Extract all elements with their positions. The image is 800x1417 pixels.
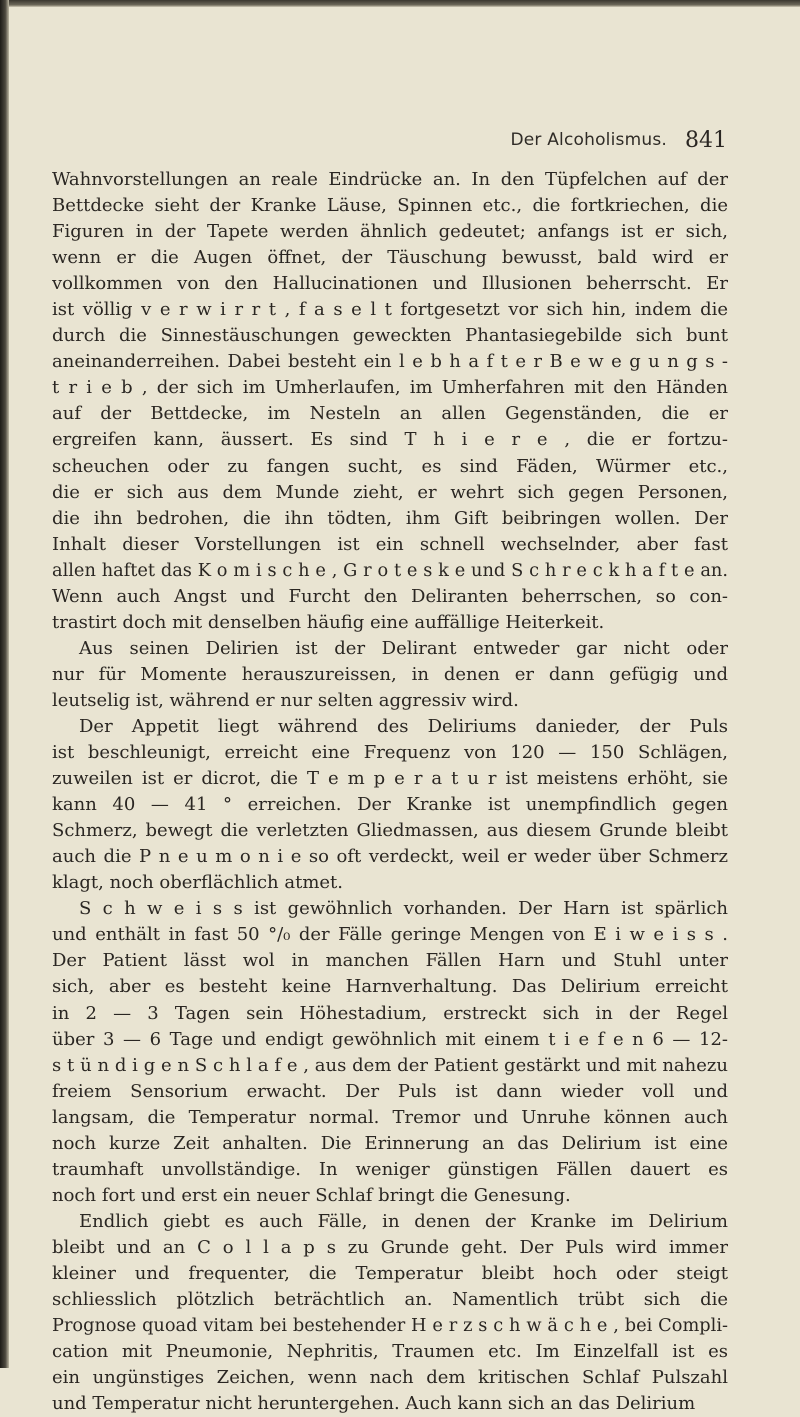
text-line: wenn er die Augen öffnet, der Täuschung bewusst, bald wird er xyxy=(52,247,728,269)
text-line: nur für Momente herauszureissen, in denen er dann gefügig und xyxy=(52,663,728,685)
text-line: die ihn bedrohen, die ihn tödten, ihm Gift beibringen wollen. Der xyxy=(52,507,728,529)
text-line: Inhalt dieser Vorstellungen ist ein schnell wechselnder, aber fast xyxy=(52,533,728,555)
text-line: ergreifen kann, äussert. Es sind T h i e r e , die er fortzu- xyxy=(52,429,728,451)
text-line: Der Patient lässt wol in manchen Fällen Harn und Stuhl unter xyxy=(52,950,728,972)
text-line: und Temperatur nicht heruntergehen. Auch kann sich an das Delirium xyxy=(52,1393,696,1415)
text-line: allen haftet das K o m i s c h e , G r o t e s k e und S c h r e c k h a f t e an. xyxy=(52,560,728,581)
text-line: kann 40 — 41 ° erreichen. Der Kranke ist unempfindlich gegen xyxy=(52,794,728,816)
page-number: 841 xyxy=(685,128,727,153)
text-line: Aus seinen Delirien ist der Delirant entweder gar nicht oder xyxy=(79,637,728,659)
text-line: und enthält in fast 50 °/₀ der Fälle geringe Mengen von E i w e i s s . xyxy=(52,924,728,946)
text-line: klagt, noch oberflächlich atmet. xyxy=(52,872,343,894)
text-line: leutselig ist, während er nur selten aggressiv wird. xyxy=(52,689,519,711)
text-line: die er sich aus dem Munde zieht, er wehrt sich gegen Personen, xyxy=(52,481,728,503)
text-line: sich, aber es besteht keine Harnverhaltung. Das Delirium erreicht xyxy=(52,976,728,998)
text-line: Endlich giebt es auch Fälle, in denen der Kranke im Delirium xyxy=(79,1210,728,1232)
text-line: s t ü n d i g e n S c h l a f e , aus dem der Patient gestärkt und mit nahezu xyxy=(52,1054,728,1076)
text-line: ist beschleunigt, erreicht eine Frequenz von 120 — 150 Schlägen, xyxy=(52,742,728,764)
text-line: bleibt und an C o l l a p s zu Grunde geht. Der Puls wird immer xyxy=(52,1236,728,1258)
text-line: ist völlig v e r w i r r t , f a s e l t fortgesetzt vor sich hin, indem die xyxy=(52,299,728,321)
text-line: noch fort und erst ein neuer Schlaf bringt die Genesung. xyxy=(52,1184,571,1206)
text-line: zuweilen ist er dicrot, die T e m p e r a t u r ist meistens erhöht, sie xyxy=(52,768,728,790)
text-line: Wenn auch Angst und Furcht den Deliranten beherrschen, so con- xyxy=(52,585,728,607)
text-line: aneinanderreihen. Dabei besteht ein l e b h a f t e r B e w e g u n g s - xyxy=(52,351,728,373)
text-line: traumhaft unvollständige. In weniger günstigen Fällen dauert es xyxy=(52,1158,728,1180)
text-line: Wahnvorstellungen an reale Eindrücke an. In den Tüpfelchen auf der xyxy=(52,169,728,190)
text-line: Der Appetit liegt während des Deliriums danieder, der Puls xyxy=(79,715,728,737)
text-line: Schmerz, bewegt die verletzten Gliedmassen, aus diesem Grunde bleibt xyxy=(52,820,728,842)
running-title: Der Alcoholismus. xyxy=(510,130,667,150)
text-line: auch die P n e u m o n i e so oft verdeckt, weil er weder über Schmerz xyxy=(52,846,728,868)
text-line: kleiner und frequenter, die Temperatur bleibt hoch oder steigt xyxy=(52,1262,728,1284)
text-line: langsam, die Temperatur normal. Tremor und Unruhe können auch xyxy=(52,1106,728,1128)
text-line: t r i e b , der sich im Umherlaufen, im Umherfahren mit den Händen xyxy=(52,377,728,399)
text-line: trastirt doch mit denselben häufig eine auffällige Heiterkeit. xyxy=(52,611,605,633)
text-line: über 3 — 6 Tage und endigt gewöhnlich mit einem t i e f e n 6 — 12- xyxy=(52,1028,728,1050)
text-line: S c h w e i s s ist gewöhnlich vorhanden. Der Harn ist spärlich xyxy=(79,898,728,920)
text-line: Bettdecke sieht der Kranke Läuse, Spinnen etc., die fortkriechen, die xyxy=(52,195,728,217)
text-line: ein ungünstiges Zeichen, wenn nach dem kritischen Schlaf Pulszahl xyxy=(52,1367,728,1389)
text-line: auf der Bettdecke, im Nesteln an allen Gegenständen, die er xyxy=(52,403,728,425)
text-line: scheuchen oder zu fangen sucht, es sind Fäden, Würmer etc., xyxy=(52,455,728,477)
text-line: noch kurze Zeit anhalten. Die Erinnerung an das Delirium ist eine xyxy=(52,1132,728,1154)
text-line: cation mit Pneumonie, Nephritis, Traumen etc. Im Einzelfall ist es xyxy=(52,1341,728,1363)
text-line: Figuren in der Tapete werden ähnlich gedeutet; anfangs ist er sich, xyxy=(52,221,728,243)
text-line: freiem Sensorium erwacht. Der Puls ist dann wieder voll und xyxy=(52,1080,728,1102)
text-line: schliesslich plötzlich beträchtlich an. Namentlich trübt sich die xyxy=(52,1289,728,1311)
text-line: durch die Sinnestäuschungen geweckten Phantasiegebilde sich bunt xyxy=(52,325,728,347)
text-line: Prognose quoad vitam bei bestehender H e r z s c h w ä c h e , bei Compli- xyxy=(52,1316,728,1337)
body-text xyxy=(52,167,728,1417)
text-line: in 2 — 3 Tagen sein Höhestadium, erstreckt sich in der Regel xyxy=(52,1002,728,1024)
page-header xyxy=(52,128,727,162)
text-line: vollkommen von den Hallucinationen und Illusionen beherrscht. Er xyxy=(52,273,728,295)
